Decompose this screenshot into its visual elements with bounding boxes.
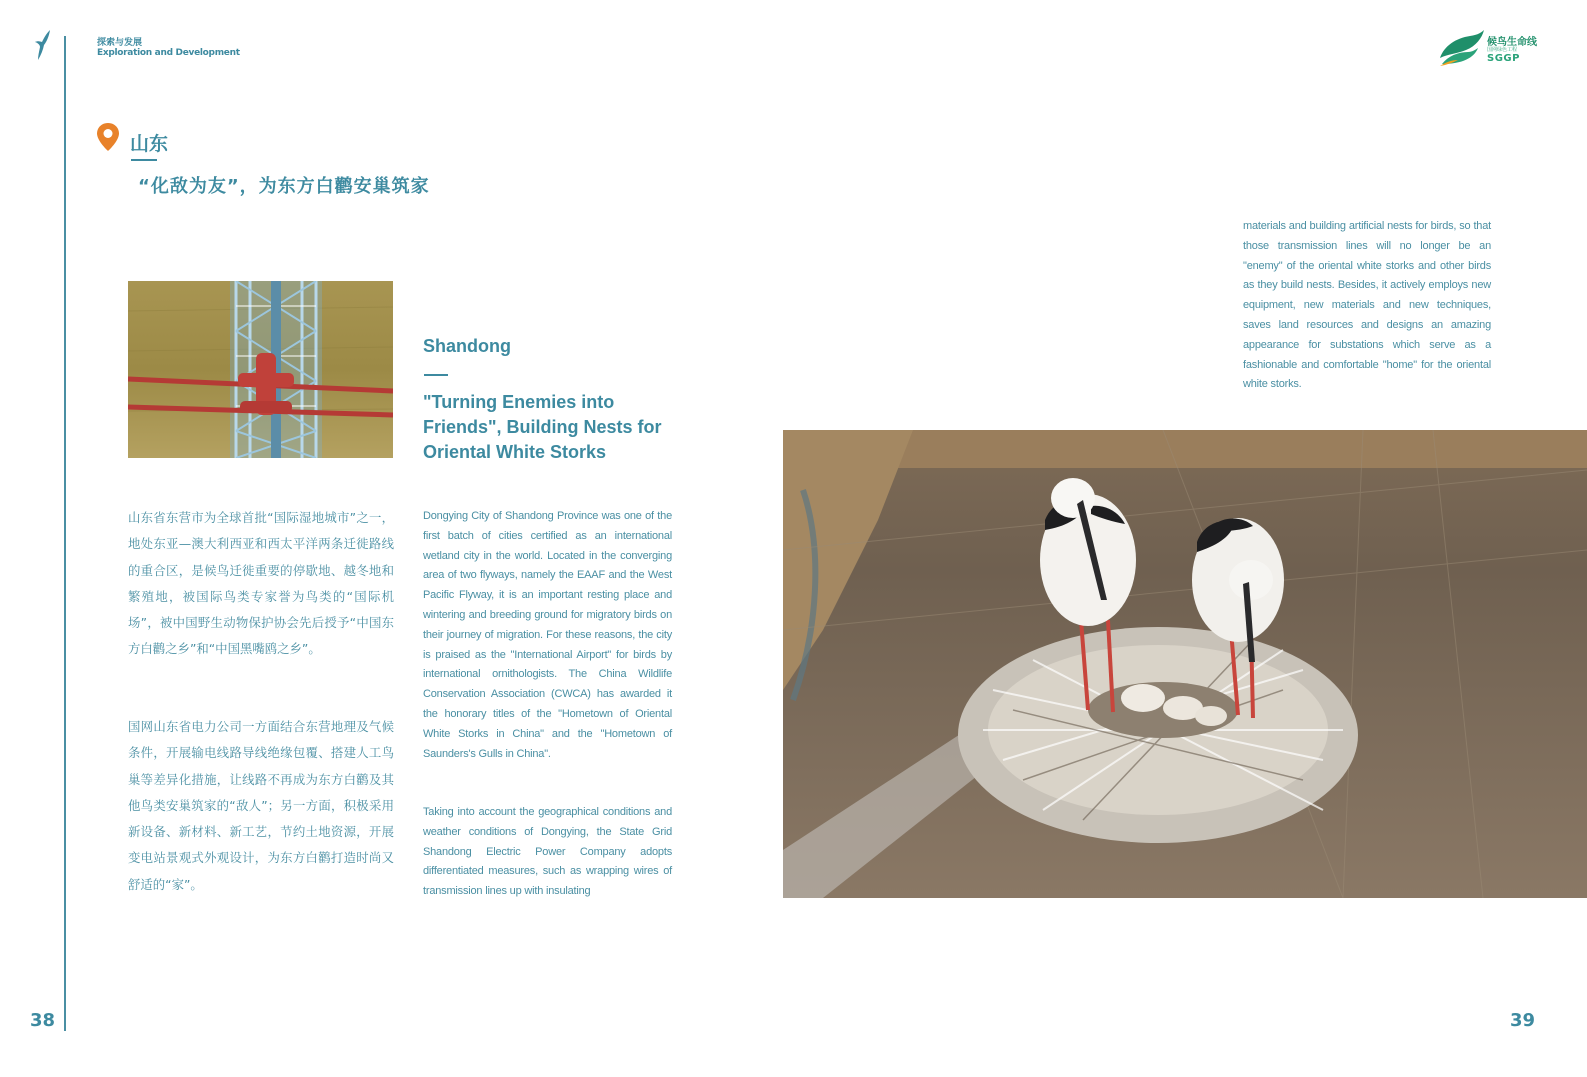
section-title-en: Shandong — [423, 336, 511, 356]
stork-nest-photo — [783, 430, 1587, 898]
location-pin-icon — [96, 122, 120, 152]
logo-name-cn: 候鸟生命线 — [1487, 37, 1537, 48]
section-subtitle-cn: “化敌为友”，为东方白鹳安巢筑家 — [138, 176, 430, 197]
body-en-paragraph-3: materials and building artificial nests for birds, so that those transmission lines will no longer be an "enemy" of the oriental white storks and other birds as they build nests. Besides, it actively employs new equipment, new materials and new techniques, saves land resources and designs an amazing appearance for substations which serve as a fashionable and comfortable "home" for the oriental white storks. — [1243, 220, 1491, 391]
body-en-paragraph-1: Dongying City of Shandong Province was one of the first batch of cities certified as an international wetland city in the world. Located in the converging area of two flyways, namely the EAAF and the West Pacific Flyway, it is an important resting place and wintering and breeding ground for migratory birds on their journey of migration. For these reasons, the city is praised as the "International Airport" for birds by international ornithologists. The China Wildlife Conservation Association (CWCA) has awarded it the honorary titles of the "Hometown of Oriental White Storks in China" and the "Hometown of Saunders's Gulls in China". — [423, 510, 672, 760]
body-cn-paragraph-1: 山东省东营市为全球首批“国际湿地城市”之一，地处东亚—澳大利西亚和西太平洋两条迁徙路线的重合区，是候鸟迁徙重要的停歇地、越冬地和繁殖地，被国际鸟类专家誉为鸟类的“国际机场”，被中国野生动物保护协会先后授予“中国东方白鹳之乡”和“中国黑嘴鸥之乡”。 — [128, 510, 394, 657]
page-number-left: 38 — [30, 1010, 56, 1031]
margin-rule — [64, 36, 66, 1031]
title-divider — [131, 159, 157, 161]
logo-tagline: 国网绿色工程 — [1487, 47, 1518, 53]
body-en-paragraph-2: Taking into account the geographical conditions and weather conditions of Dongying, the State Grid Shandong Electric Power Company adopts differentiated measures, such as wrapping wires of transmission lines up with insulating — [423, 806, 672, 898]
logo-name-en: SGGP — [1487, 53, 1520, 64]
title-divider-en — [424, 374, 448, 376]
running-header-cn: 探索与发展 — [97, 38, 143, 48]
running-header-en: Exploration and Development — [97, 48, 240, 58]
section-subtitle-en: "Turning Enemies into Friends", Building Nests for Oriental White Storks — [423, 392, 662, 462]
pylon-photo — [128, 281, 393, 458]
section-title-cn: 山东 — [130, 133, 169, 155]
bird-icon — [30, 28, 56, 62]
body-cn-paragraph-2: 国网山东省电力公司一方面结合东营地理及气候条件，开展输电线路导线绝缘包覆、搭建人工鸟巢等差异化措施，让线路不再成为东方白鹳及其他鸟类安巢筑家的“敌人”；另一方面，积极采用新设备、新材料、新工艺，节约土地资源，开展变电站景观式外观设计，为东方白鹳打造时尚又舒适的“家”。 — [128, 719, 394, 892]
page-number-right: 39 — [1510, 1010, 1536, 1031]
